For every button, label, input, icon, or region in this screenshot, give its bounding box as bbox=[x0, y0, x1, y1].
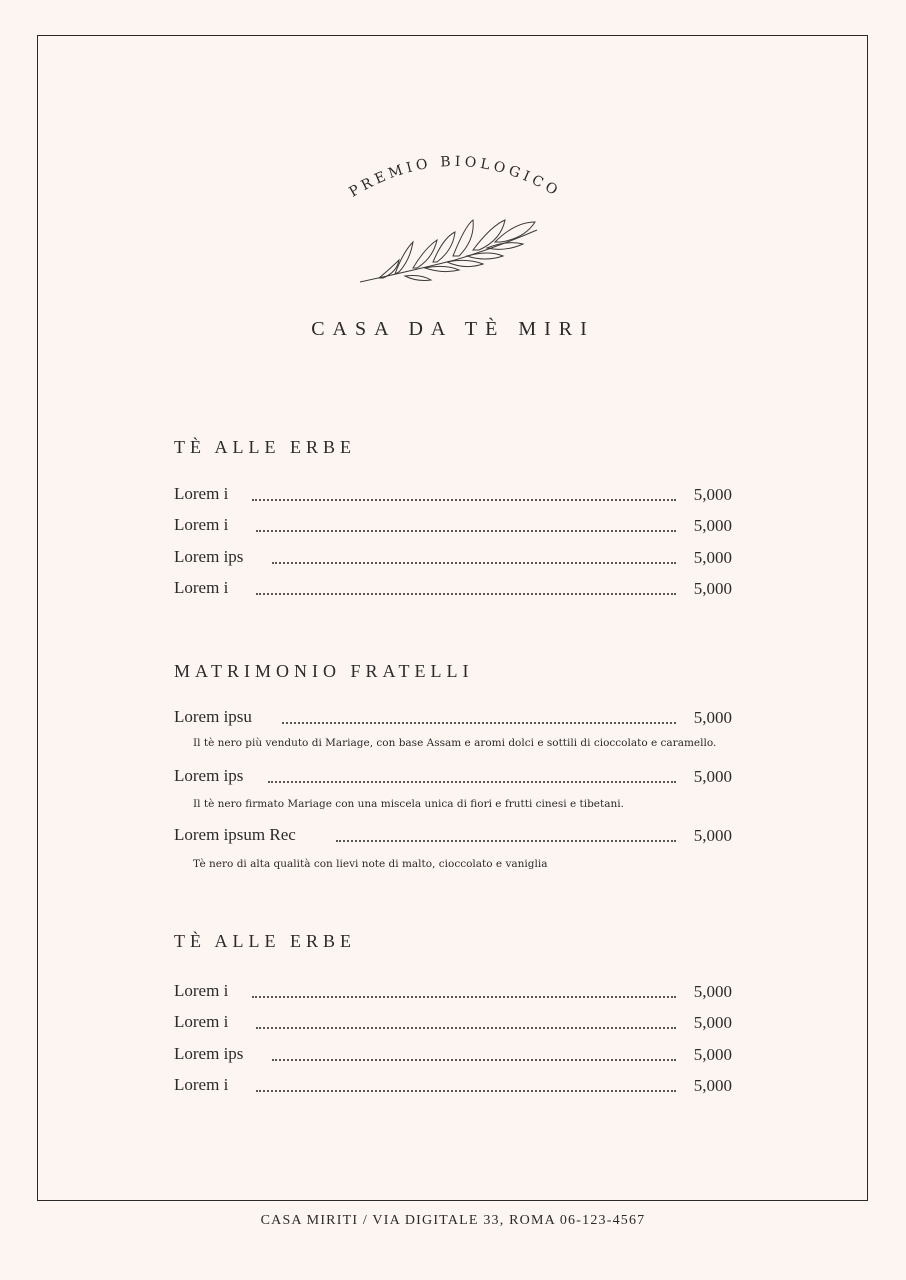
dot-leader bbox=[256, 1027, 676, 1029]
dot-leader bbox=[256, 593, 676, 595]
menu-item bbox=[174, 707, 732, 731]
item-price: 5,000 bbox=[688, 548, 732, 568]
item-price: 5,000 bbox=[688, 826, 732, 846]
dot-leader bbox=[256, 1090, 676, 1092]
section-title: MATRIMONIO FRATELLI bbox=[174, 661, 474, 681]
item-name: Lorem ipsu bbox=[174, 707, 260, 727]
menu-item bbox=[174, 515, 732, 539]
item-description: Tè nero di alta qualità con lievi note di malto, cioccolato e vaniglia bbox=[193, 858, 548, 870]
dot-leader bbox=[256, 530, 676, 532]
item-description: Il tè nero più venduto di Mariage, con base Assam e aromi dolci e sottili di cioccolato e caramello. bbox=[193, 737, 717, 749]
menu-item bbox=[174, 981, 732, 1005]
item-price: 5,000 bbox=[688, 1045, 732, 1065]
item-name: Lorem i bbox=[174, 578, 236, 598]
item-name: Lorem i bbox=[174, 1075, 236, 1095]
item-name: Lorem i bbox=[174, 1012, 236, 1032]
badge-arc-text: PREMIO BIOLOGICO bbox=[346, 153, 564, 201]
olive-branch-icon bbox=[355, 212, 545, 290]
menu-item bbox=[174, 1012, 732, 1036]
dot-leader bbox=[336, 840, 676, 842]
item-price: 5,000 bbox=[688, 1013, 732, 1033]
menu-item bbox=[174, 825, 732, 849]
menu-item bbox=[174, 547, 732, 571]
item-name: Lorem i bbox=[174, 484, 236, 504]
item-name: Lorem ipsum Rec bbox=[174, 825, 304, 845]
menu-item bbox=[174, 1044, 732, 1068]
dot-leader bbox=[252, 996, 676, 998]
item-price: 5,000 bbox=[688, 767, 732, 787]
section-title: TÈ ALLE ERBE bbox=[174, 437, 356, 457]
item-price: 5,000 bbox=[688, 1076, 732, 1096]
dot-leader bbox=[272, 562, 676, 564]
item-name: Lorem i bbox=[174, 515, 236, 535]
section-title: TÈ ALLE ERBE bbox=[174, 931, 356, 951]
item-description: Il tè nero firmato Mariage con una miscela unica di fiori e frutti cinesi e tibetani. bbox=[193, 798, 624, 810]
menu-item bbox=[174, 1075, 732, 1099]
menu-item bbox=[174, 578, 732, 602]
item-price: 5,000 bbox=[688, 485, 732, 505]
menu-item bbox=[174, 484, 732, 508]
item-price: 5,000 bbox=[688, 579, 732, 599]
item-price: 5,000 bbox=[688, 708, 732, 728]
dot-leader bbox=[272, 1059, 676, 1061]
dot-leader bbox=[268, 781, 676, 783]
item-name: Lorem ips bbox=[174, 1044, 251, 1064]
dot-leader bbox=[252, 499, 676, 501]
footer-address: CASA MIRITI / VIA DIGITALE 33, ROMA 06-123-4567 bbox=[260, 1213, 646, 1228]
dot-leader bbox=[282, 722, 676, 724]
menu-item bbox=[174, 766, 732, 790]
brand-name: CASA DA TÈ MIRI bbox=[311, 318, 595, 340]
item-price: 5,000 bbox=[688, 982, 732, 1002]
item-name: Lorem ips bbox=[174, 547, 251, 567]
item-price: 5,000 bbox=[688, 516, 732, 536]
item-name: Lorem ips bbox=[174, 766, 251, 786]
item-name: Lorem i bbox=[174, 981, 236, 1001]
